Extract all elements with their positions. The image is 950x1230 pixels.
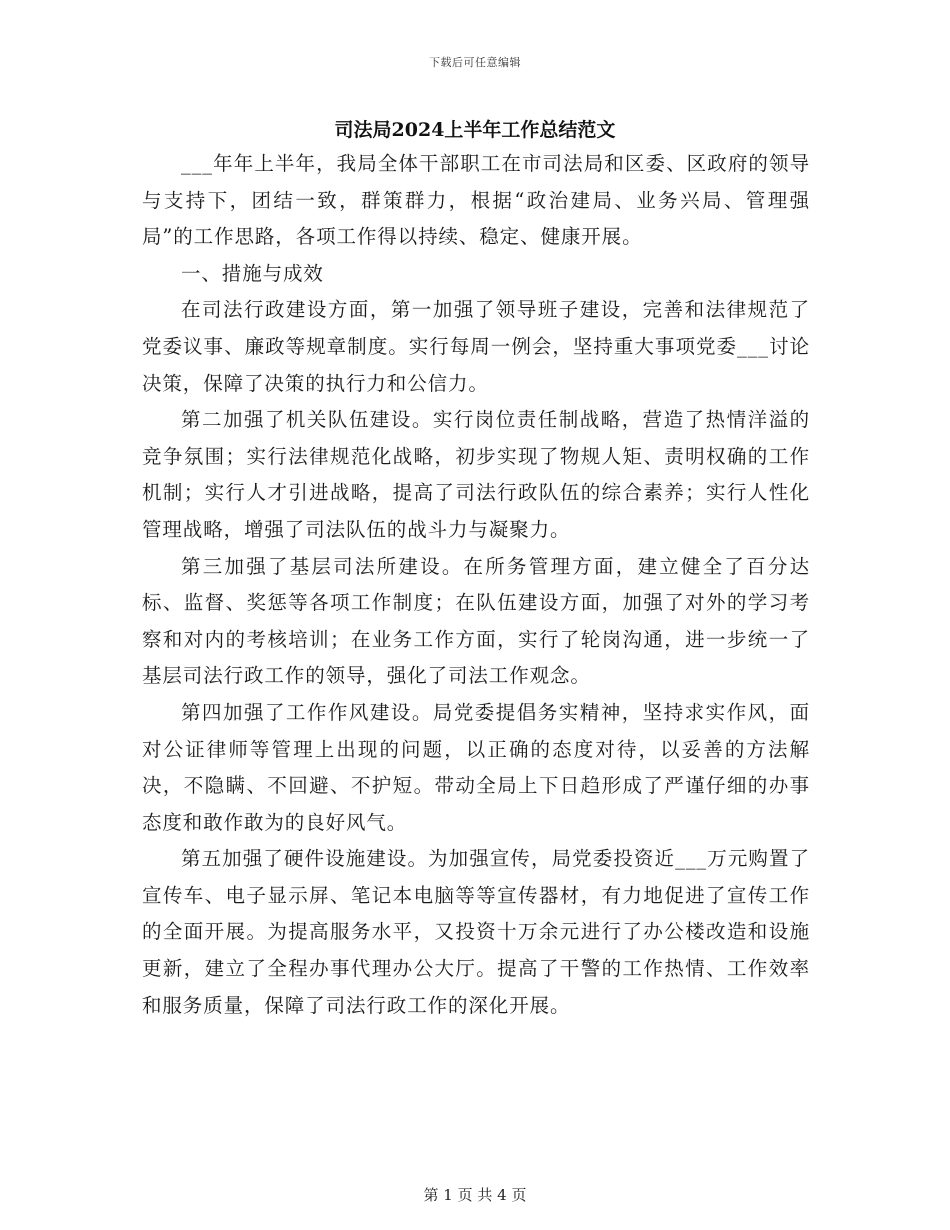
section-heading: 一、措施与成效 [181,261,324,285]
body-paragraph: 第二加强了机关队伍建设。实行岗位责任制战略，营造了热情洋溢的竞争氛围；实行法律规范化战略，初步实现了物规人矩、责明权确的工作机制；实行人才引进战略，提高了司法行政队伍的综合素养；实行人性化管理战略，增强了司法队伍的战斗力与凝聚力。 [142,408,810,541]
page-number: 第 1 页 共 4 页 [423,1186,527,1204]
header-note: 下载后可任意编辑 [429,56,521,69]
body-paragraph: 第四加强了工作作风建设。局党委提倡务实精神，坚持求实作风，面对公证律师等管理上出现的问题，以正确的态度对待，以妥善的方法解决，不隐瞒、不回避、不护短。带动全局上下日趋形成了严谨仔细的办事态度和敢作敢为的良好风气。 [142,700,810,834]
body-paragraph: 在司法行政建设方面，第一加强了领导班子建设，完善和法律规范了党委议事、廉政等规章制度。实行每周一例会，坚持重大事项党委___讨论决策，保障了决策的执行力和公信力。 [142,298,810,395]
body-paragraph: 第三加强了基层司法所建设。在所务管理方面，建立健全了百分达标、监督、奖惩等各项工作制度；在队伍建设方面，加强了对外的学习考察和对内的考核培训；在业务工作方面，实行了轮岗沟通，进一步统一了基层司法行政工作的领导，强化了司法工作观念。 [142,554,810,688]
document-title: 司法局2024上半年工作总结范文 [334,119,616,141]
intro-paragraph: ___年年上半年，我局全体干部职工在市司法局和区委、区政府的领导与支持下，团结一致，群策群力，根据“政治建局、业务兴局、管理强局”的工作思路，各项工作得以持续、稳定、健康开展。 [142,152,810,249]
document-body [142,146,810,1024]
body-paragraph: 第五加强了硬件设施建设。为加强宣传，局党委投资近___万元购置了宣传车、电子显示屏、笔记本电脑等等宣传器材，有力地促进了宣传工作的全面开展。为提高服务水平，又投资十万余元进行了办公楼改造和设施更新，建立了全程办事代理办公大厅。提高了干警的工作热情、工作效率和服务质量，保障了司法行政工作的深化开展。 [142,847,810,1017]
